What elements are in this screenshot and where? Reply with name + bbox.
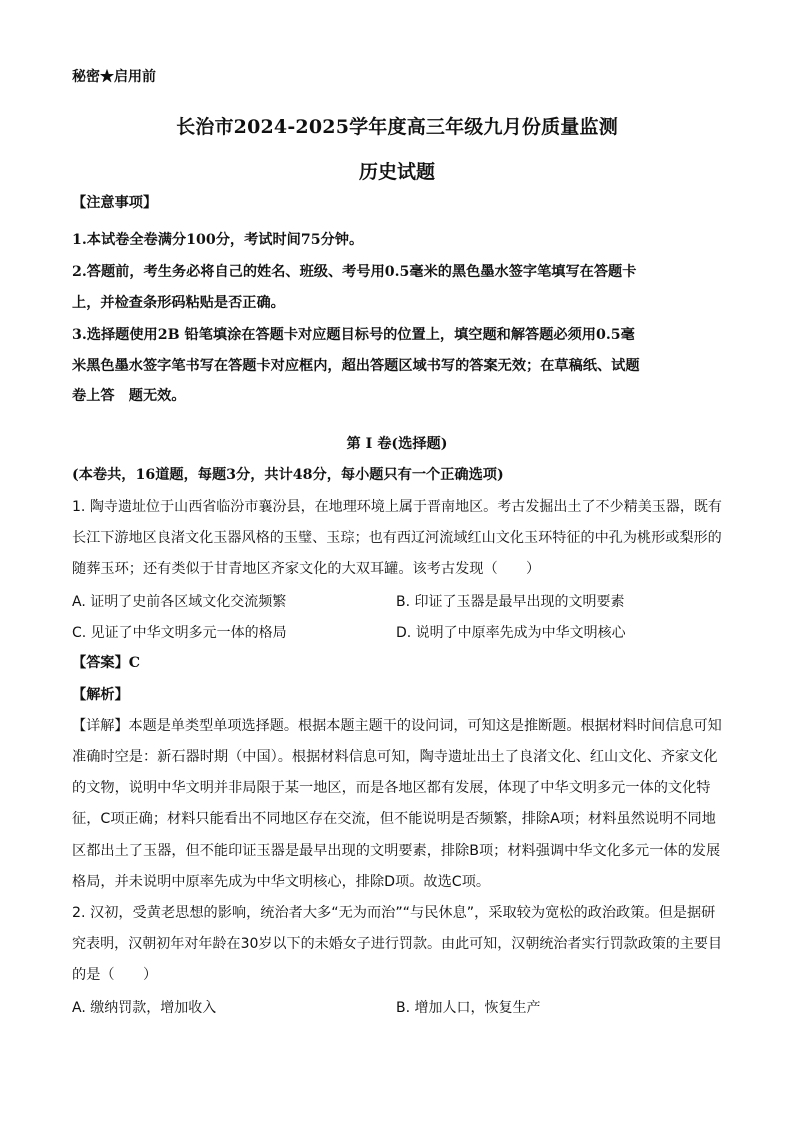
q1-answer: 【答案】C [72, 655, 141, 671]
q1-detail-line-6: 格局，并未说明中原率先成为中华文明核心，排除D项。故选C项。 [72, 874, 491, 890]
notice-line-3c: 卷上答 题无效。 [72, 388, 186, 404]
exam-title: 长治市2024-2025学年度高三年级九月份质量监测 [176, 116, 618, 138]
q2-stem-line-3: 的是（ ） [72, 967, 158, 983]
q1-stem-line-2: 长江下游地区良渚文化玉器风格的玉璧、玉琮；也有西辽河流域红山文化玉环特征的中孔为桃形或梨形的 [72, 530, 722, 546]
exam-subtitle: 历史试题 [358, 161, 435, 183]
q1-detail-line-4: 征，C项正确；材料只能看出不同地区存在交流，但不能说明是否频繁，排除A项；材料虽然说明不同地 [72, 811, 716, 827]
notice-line-2b: 上，并检查条形码粘贴是否正确。 [72, 295, 285, 311]
q1-option-b: B. 印证了玉器是最早出现的文明要素 [396, 594, 625, 610]
q1-option-a: A. 证明了史前各区域文化交流频繁 [72, 594, 287, 610]
section-title: 第 I 卷(选择题) [346, 436, 448, 452]
q1-analysis-heading: 【解析】 [72, 687, 129, 703]
q2-option-a: A. 缴纳罚款，增加收入 [72, 1000, 217, 1016]
q1-option-d: D. 说明了中原率先成为中华文明核心 [396, 625, 626, 641]
q1-option-c: C. 见证了中华文明多元一体的格局 [72, 625, 287, 641]
secret-label: 秘密★启用前 [72, 69, 156, 85]
q1-detail-line-5: 区都出土了玉器，但不能印证玉器是最早出现的文明要素，排除B项；材料强调中华文化多元一体的发展 [72, 843, 721, 859]
q1-detail-line-2: 准确时空是：新石器时期（中国）。根据材料信息可知，陶寺遗址出土了良渚文化、红山文化、齐家文化 [72, 749, 718, 765]
notice-line-3a: 3.选择题使用2B 铅笔填涂在答题卡对应题目标号的位置上，填空题和解答题必须用0.5毫 [72, 327, 635, 343]
q2-option-b: B. 增加人口，恢复生产 [396, 1000, 541, 1016]
q1-stem-line-1: 1. 陶寺遗址位于山西省临汾市襄汾县，在地理环境上属于晋南地区。考古发掘出土了不少精美玉器，既有 [72, 499, 722, 515]
q1-stem-line-3: 随葬玉环；还有类似于甘青地区齐家文化的大双耳罐。该考古发现（ ） [72, 561, 541, 577]
notice-line-2a: 2.答题前，考生务必将自己的姓名、班级、考号用0.5毫米的黑色墨水签字笔填写在答题卡 [72, 264, 637, 280]
notice-line-3b: 米黑色墨水签字笔书写在答题卡对应框内，超出答题区域书写的答案无效；在草稿纸、试题 [72, 358, 640, 374]
q2-stem-line-1: 2. 汉初，受黄老思想的影响，统治者大多“无为而治”“与民休息”，采取较为宽松的政治政策。但是据研 [72, 905, 716, 921]
q1-detail-line-1: 【详解】本题是单类型单项选择题。根据本题主题干的设问词，可知这是推断题。根据材料时间信息可知 [72, 718, 722, 734]
notice-line-1: 1.本试卷全卷满分100分，考试时间75分钟。 [72, 232, 364, 248]
q1-detail-line-3: 的文物，说明中华文明并非局限于某一地区，而是各地区都有发展，体现了中华文明多元一体的文化特 [72, 780, 711, 796]
q2-stem-line-2: 究表明，汉朝初年对年龄在30岁以下的未婚女子进行罚款。由此可知，汉朝统治者实行罚款政策的主要目 [72, 936, 722, 952]
section-desc: (本卷共，16道题，每题3分，共计48分，每小题只有一个正确选项) [72, 467, 504, 483]
notice-heading: 【注意事项】 [72, 195, 158, 211]
